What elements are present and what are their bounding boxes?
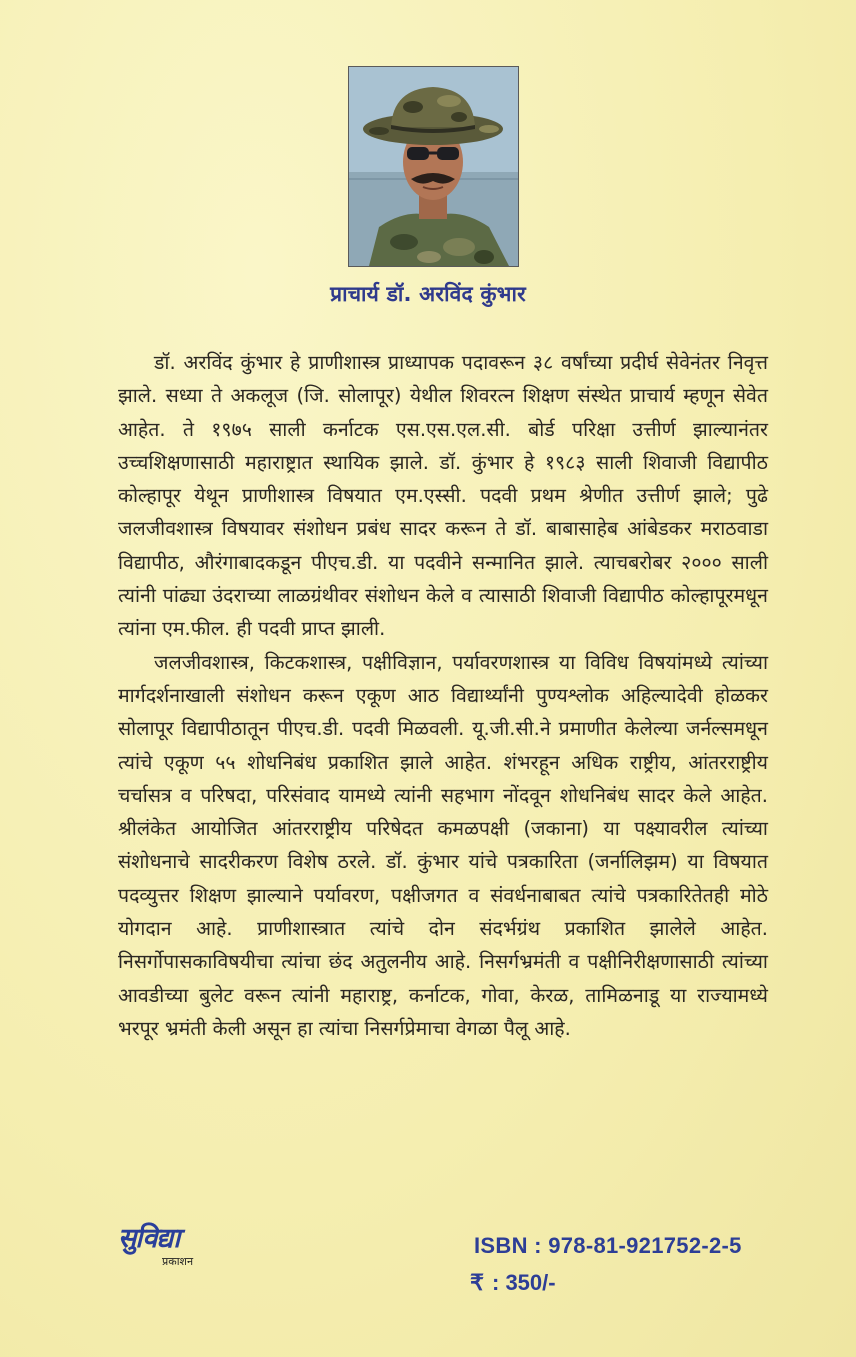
- publisher-logo-mark: सुविद्या: [118, 1223, 180, 1254]
- author-photo: [348, 66, 519, 267]
- author-bio: [118, 346, 768, 1045]
- price-value: : 350/-: [492, 1270, 556, 1295]
- author-name: प्राचार्य डॉ. अरविंद कुंभार: [330, 282, 526, 306]
- bio-paragraph: जलजीवशास्त्र, किटकशास्त्र, पक्षीविज्ञान, पर्यावरणशास्त्र या विविध विषयांमध्ये त्यांच्या मार्गदर्शनाखाली संशोधन करून एकूण आठ विद्यार्थ्यांनी पुण्यश्लोक अहिल्यादेवी होळकर सोलापूर विद्यापीठातून पीएच.डी. पदवी मिळवली. यू.जी.सी.ने प्रमाणीत केलेल्या जर्नल्समधून त्यांचे एकूण ५५ शोधनिबंध प्रकाशित झाले आहेत. शंभरहून अधिक राष्ट्रीय, आंतरराष्ट्रीय चर्चासत्र व परिषदा, परिसंवाद यामध्ये त्यांनी सहभाग नोंदवून शोधनिबंध सादर केले आहेत. श्रीलंकेत आयोजित आंतरराष्ट्रीय परिषेदत कमळपक्षी (जकाना) या पक्ष्यावरील त्यांच्या संशोधनाचे सादरीकरण विशेष ठरले. डॉ. कुंभार यांचे पत्रकारिता (जर्नालिझम) या विषयात पदव्युत्तर शिक्षण झाल्याने पर्यावरण, पक्षीजगत व संवर्धनाबाबत त्यांचे पत्रकारितेतही मोठे योगदान आहे. प्राणीशास्त्रात त्यांचे दोन संदर्भग्रंथ प्रकाशित झालेले आहेत. निसर्गोपासकाविषयीचा त्यांचा छंद अतुलनीय आहे. निसर्गभ्रमंती व पक्षीनिरीक्षणासाठी त्यांच्या आवडीच्या बुलेट वरून त्यांनी महाराष्ट्र, कर्नाटक, गोवा, केरळ, तामिळनाडू या राज्यामध्ये भरपूर भ्रमंती केली असून हा त्यांचा निसर्गप्रेमाचा वेगळा पैलू आहे.: [118, 650, 768, 1040]
- rupee-symbol: ₹: [470, 1270, 484, 1295]
- publisher-logo-subtitle: प्रकाशन: [162, 1255, 194, 1268]
- publisher-logo: [118, 1224, 218, 1274]
- price: [470, 1270, 556, 1296]
- bio-paragraph: डॉ. अरविंद कुंभार हे प्राणीशास्त्र प्राध्यापक पदावरून ३८ वर्षांच्या प्रदीर्घ सेवेनंतर निवृत्त झाले. सध्या ते अकलूज (जि. सोलापूर) येथील शिवरत्न शिक्षण संस्थेत प्राचार्य म्हणून सेवेत आहेत. ते १९७५ साली कर्नाटक एस.एस.एल.सी. बोर्ड परिक्षा उत्तीर्ण झाल्यानंतर उच्चशिक्षणासाठी महाराष्ट्रात स्थायिक झाले. डॉ. कुंभार हे १९८३ साली शिवाजी विद्यापीठ कोल्हापूर येथून प्राणीशास्त्र विषयात एम.एस्सी. पदवी प्रथम श्रेणीत उत्तीर्ण झाले; पुढे जलजीवशास्त्र विषयावर संशोधन प्रबंध सादर करून ते डॉ. बाबासाहेब आंबेडकर मराठवाडा विद्यापीठ, औरंगाबादकडून पीएच.डी. या पदवीने सन्मानित झाले. त्याचबरोबर २००० साली त्यांनी पांढ्या उंदराच्या लाळग्रंथीवर संशोधन केले व त्यासाठी शिवाजी विद्यापीठ कोल्हापूरमधून त्यांना एम.फील. ही पदवी प्राप्त झाली.: [118, 351, 768, 641]
- isbn-number: ISBN : 978-81-921752-2-5: [474, 1233, 742, 1258]
